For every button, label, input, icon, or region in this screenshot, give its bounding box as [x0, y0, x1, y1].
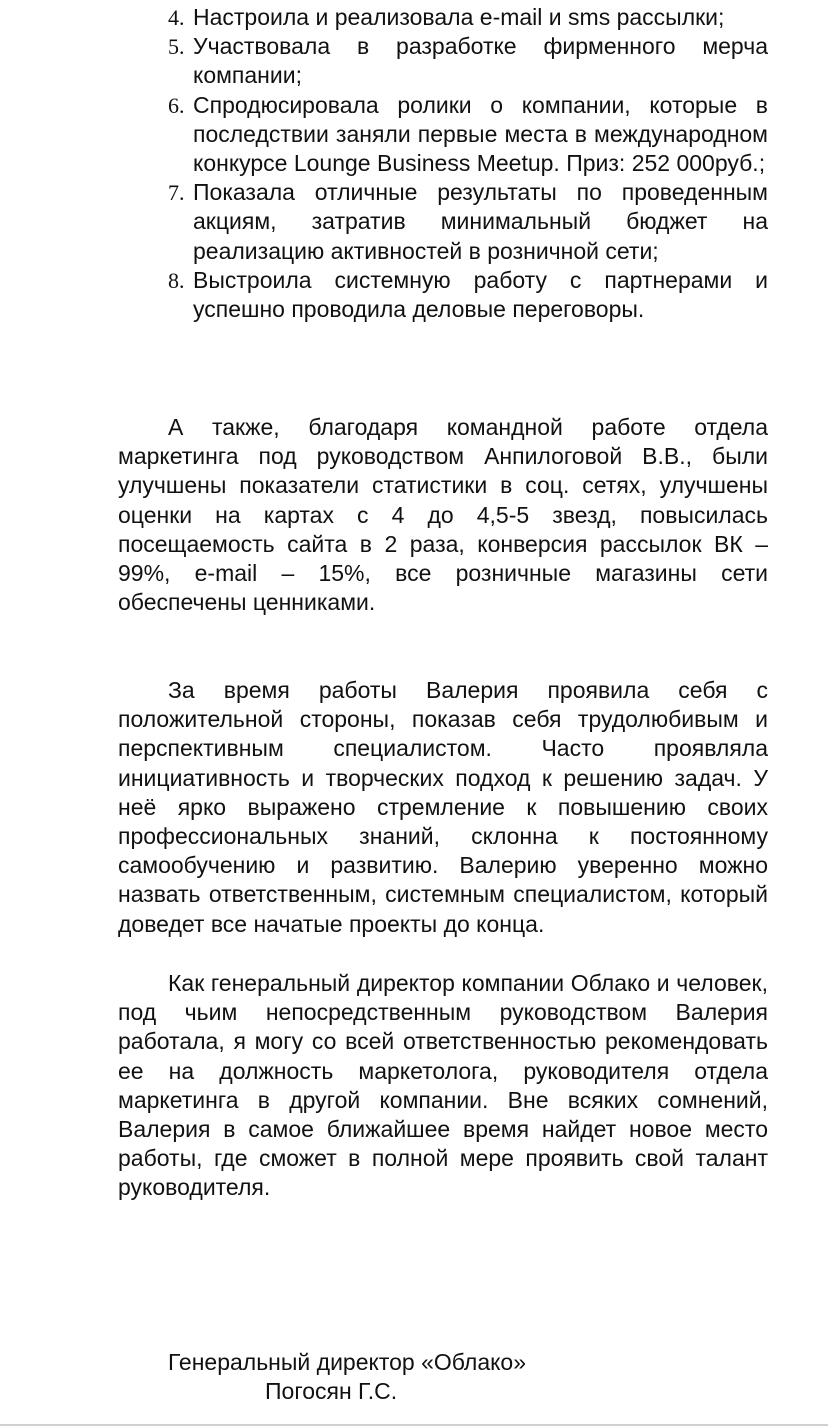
signature-title: Генеральный директор «Облако»: [168, 1349, 527, 1375]
page-bottom-divider: [0, 1424, 828, 1426]
list-item-text: Показала отличные результаты по проведенным акциям, затратив минимальный бюджет на реализацию активностей в розничной сети;: [193, 179, 768, 264]
list-item-number: 8.: [168, 267, 185, 293]
list-item: [118, 3, 768, 32]
list-item-number: 4.: [168, 5, 185, 30]
list-item: [118, 91, 768, 179]
signature-name: Погосян Г.С.: [265, 1378, 398, 1404]
paragraph-personal-qualities: За время работы Валерия проявила себя с положительной стороны, показав себя трудолюбивым и перспективным специалистом. Часто проявляла инициативность и творческих подход к решению задач. У неё ярко выражено стремление к повышению своих профессиональных знаний, склонна к постоянному самообучению и развитию. Валерию уверенно можно назвать ответственным, системным специалистом, который доведет все начатые проекты до конца.: [118, 677, 768, 937]
list-item-text: Спродюсировала ролики о компании, которые в последствии заняли первые места в международном конкурсе Lounge Business Meetup. Приз: 252 000руб.;: [193, 91, 768, 177]
achievements-list: [118, 3, 768, 324]
paragraph-team-results: А также, благодаря командной работе отдела маркетинга под руководством Анпилоговой В.В., были улучшены показатели статистики в соц. сетях, улучшены оценки на картах с 4 до 4,5-5 звезд, повысилась посещаемость сайта в 2 раза, конверсия рассылок ВК – 99%, e-mail – 15%, все розничные магазины сети обеспечены ценниками.: [118, 414, 768, 616]
list-item: [118, 266, 768, 324]
list-item-number: 5.: [168, 34, 185, 60]
list-item-text: Выстроила системную работу с партнерами и успешно проводила деловые переговоры.: [193, 266, 768, 323]
list-item-number: 7.: [168, 180, 185, 206]
list-item-text: Участвовала в разработке фирменного мерча компании;: [193, 33, 768, 89]
list-item: [118, 32, 768, 90]
list-item: [118, 178, 768, 266]
list-item-number: 6.: [168, 92, 185, 118]
list-item-text: Настроила и реализовала e-mail и sms рассылки;: [193, 4, 725, 30]
paragraph-recommendation: Как генеральный директор компании Облако и человек, под чьим непосредственным руководством Валерия работала, я могу со всей ответственностью рекомендовать ее на должность маркетолога, руководителя отдела маркетинга в другой компании. Вне всяких сомнений, Валерия в самое ближайшее время найдет новое место работы, где сможет в полной мере проявить свой талант руководителя.: [118, 970, 768, 1201]
